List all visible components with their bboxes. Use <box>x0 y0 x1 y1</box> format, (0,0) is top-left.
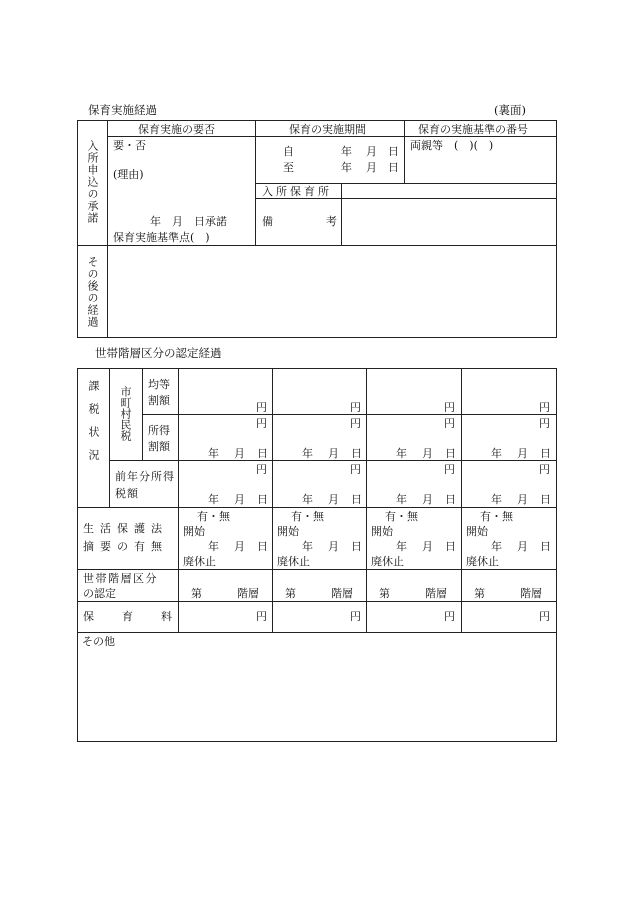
youhi-field[interactable]: 要・否 <box>113 139 146 152</box>
welfare-start: 開始 <box>183 525 205 538</box>
zennen-month: 月 <box>234 493 245 506</box>
section1-table <box>77 120 557 338</box>
class-dai: 第 <box>191 587 202 600</box>
welfare-year: 年 <box>302 540 313 553</box>
class-cert-label-1: 世帯階層区分 <box>83 572 158 585</box>
fee-yen[interactable]: 円 <box>444 610 455 623</box>
welfare-stop: 廃休止 <box>466 555 499 568</box>
remarks-label-1: 備 <box>262 215 273 228</box>
welfare-year: 年 <box>208 540 219 553</box>
welfare-day: 日 <box>445 540 456 553</box>
zennen-month: 月 <box>328 493 339 506</box>
zennen-year: 年 <box>208 493 219 506</box>
reason-field[interactable]: (理由) <box>113 168 144 181</box>
class-dai: 第 <box>474 587 485 600</box>
class-kaiso[interactable]: 階層 <box>331 587 353 600</box>
fee-yen[interactable]: 円 <box>539 610 550 623</box>
welfare-day: 日 <box>351 540 362 553</box>
income-levy-label: 所得割額 <box>148 424 170 453</box>
welfare-year: 年 <box>491 540 502 553</box>
per-capita-label: 均等割額 <box>148 378 170 407</box>
welfare-stop: 廃休止 <box>183 555 216 568</box>
fee-yen[interactable]: 円 <box>350 610 361 623</box>
after-progress-label: その後の経過 <box>86 256 99 328</box>
fee-label: 保育料 <box>83 610 200 623</box>
fee-label-a <box>83 611 200 622</box>
shotoku-yen[interactable]: 円 <box>539 417 550 430</box>
welfare-yumu[interactable]: 有・無 <box>197 510 230 523</box>
period-to-year: 年 <box>341 161 352 174</box>
shotoku-year: 年 <box>491 447 502 460</box>
shotoku-year: 年 <box>302 447 313 460</box>
shotoku-day: 日 <box>257 447 268 460</box>
shotoku-yen[interactable]: 円 <box>256 417 267 430</box>
welfare-day: 日 <box>257 540 268 553</box>
kinto-yen[interactable]: 円 <box>444 401 455 414</box>
welfare-month: 月 <box>234 540 245 553</box>
zennen-day: 日 <box>351 493 362 506</box>
shotoku-month: 月 <box>234 447 245 460</box>
kinto-yen[interactable]: 円 <box>256 401 267 414</box>
shotoku-day: 日 <box>351 447 362 460</box>
nursery-label: 入所保育所 <box>262 185 332 198</box>
welfare-month: 月 <box>517 540 528 553</box>
class-kaiso[interactable]: 階層 <box>237 587 259 600</box>
shotoku-month: 月 <box>517 447 528 460</box>
zennen-yen[interactable]: 円 <box>256 463 267 476</box>
side-note: (裏面) <box>494 103 526 117</box>
zennen-day: 日 <box>257 493 268 506</box>
welfare-stop: 廃休止 <box>277 555 310 568</box>
period-from-label: 自 <box>283 145 294 158</box>
welfare-label-2: 摘要の有無 <box>83 540 168 553</box>
shotoku-year: 年 <box>396 447 407 460</box>
period-to-label: 至 <box>283 161 294 174</box>
period-from-year: 年 <box>341 145 352 158</box>
fee-yen[interactable]: 円 <box>256 610 267 623</box>
admission-approval-label: 入所申込の承諾 <box>86 140 99 224</box>
tax-status-label: 課税状況 <box>87 380 100 472</box>
shotoku-yen[interactable]: 円 <box>350 417 361 430</box>
welfare-start: 開始 <box>371 525 393 538</box>
shotoku-day: 日 <box>540 447 551 460</box>
remarks-label-2: 考 <box>326 215 337 228</box>
zennen-year: 年 <box>302 493 313 506</box>
class-cert-label-2: の認定 <box>83 587 116 600</box>
kinto-yen[interactable]: 円 <box>539 401 550 414</box>
welfare-month: 月 <box>422 540 433 553</box>
shotoku-yen[interactable]: 円 <box>444 417 455 430</box>
prev-year-income-tax-label: 前年分所得税額 <box>115 470 175 500</box>
zennen-day: 日 <box>540 493 551 506</box>
welfare-start: 開始 <box>466 525 488 538</box>
welfare-yumu[interactable]: 有・無 <box>385 510 418 523</box>
welfare-yumu[interactable]: 有・無 <box>480 510 513 523</box>
period-to-day: 日 <box>388 161 399 174</box>
shotoku-year: 年 <box>208 447 219 460</box>
welfare-label-1: 生活保護法 <box>83 522 168 535</box>
other-label: その他 <box>82 635 115 648</box>
parents-field[interactable]: 両親等 ( )( ) <box>410 139 494 152</box>
welfare-year: 年 <box>396 540 407 553</box>
kinto-yen[interactable]: 円 <box>350 401 361 414</box>
shotoku-month: 月 <box>328 447 339 460</box>
class-kaiso[interactable]: 階層 <box>520 587 542 600</box>
welfare-start: 開始 <box>277 525 299 538</box>
zennen-year: 年 <box>396 493 407 506</box>
welfare-yumu[interactable]: 有・無 <box>291 510 324 523</box>
header-youhi: 保育実施の要否 <box>138 123 215 136</box>
section2-title: 世帯階層区分の認定経過 <box>95 346 222 360</box>
class-dai: 第 <box>285 587 296 600</box>
municipal-tax-label: 市町村民税 <box>119 386 132 441</box>
zennen-yen[interactable]: 円 <box>350 463 361 476</box>
zennen-day: 日 <box>445 493 456 506</box>
period-to-month: 月 <box>366 161 377 174</box>
header-criteria-number: 保育の実施基準の番号 <box>418 123 528 136</box>
welfare-month: 月 <box>328 540 339 553</box>
shotoku-day: 日 <box>445 447 456 460</box>
class-kaiso[interactable]: 階層 <box>425 587 447 600</box>
zennen-month: 月 <box>517 493 528 506</box>
welfare-day: 日 <box>540 540 551 553</box>
zennen-yen[interactable]: 円 <box>539 463 550 476</box>
header-period: 保育の実施期間 <box>289 123 366 136</box>
zennen-yen[interactable]: 円 <box>444 463 455 476</box>
class-dai: 第 <box>379 587 390 600</box>
approval-date-field[interactable]: 年 月 日承諾 <box>150 215 227 228</box>
zennen-month: 月 <box>422 493 433 506</box>
welfare-stop: 廃休止 <box>371 555 404 568</box>
zennen-year: 年 <box>491 493 502 506</box>
page-title: 保育実施経過 <box>88 103 157 117</box>
shotoku-month: 月 <box>422 447 433 460</box>
period-from-month: 月 <box>366 145 377 158</box>
period-from-day: 日 <box>388 145 399 158</box>
criteria-points-field[interactable]: 保育実施基準点( ) <box>113 231 210 244</box>
